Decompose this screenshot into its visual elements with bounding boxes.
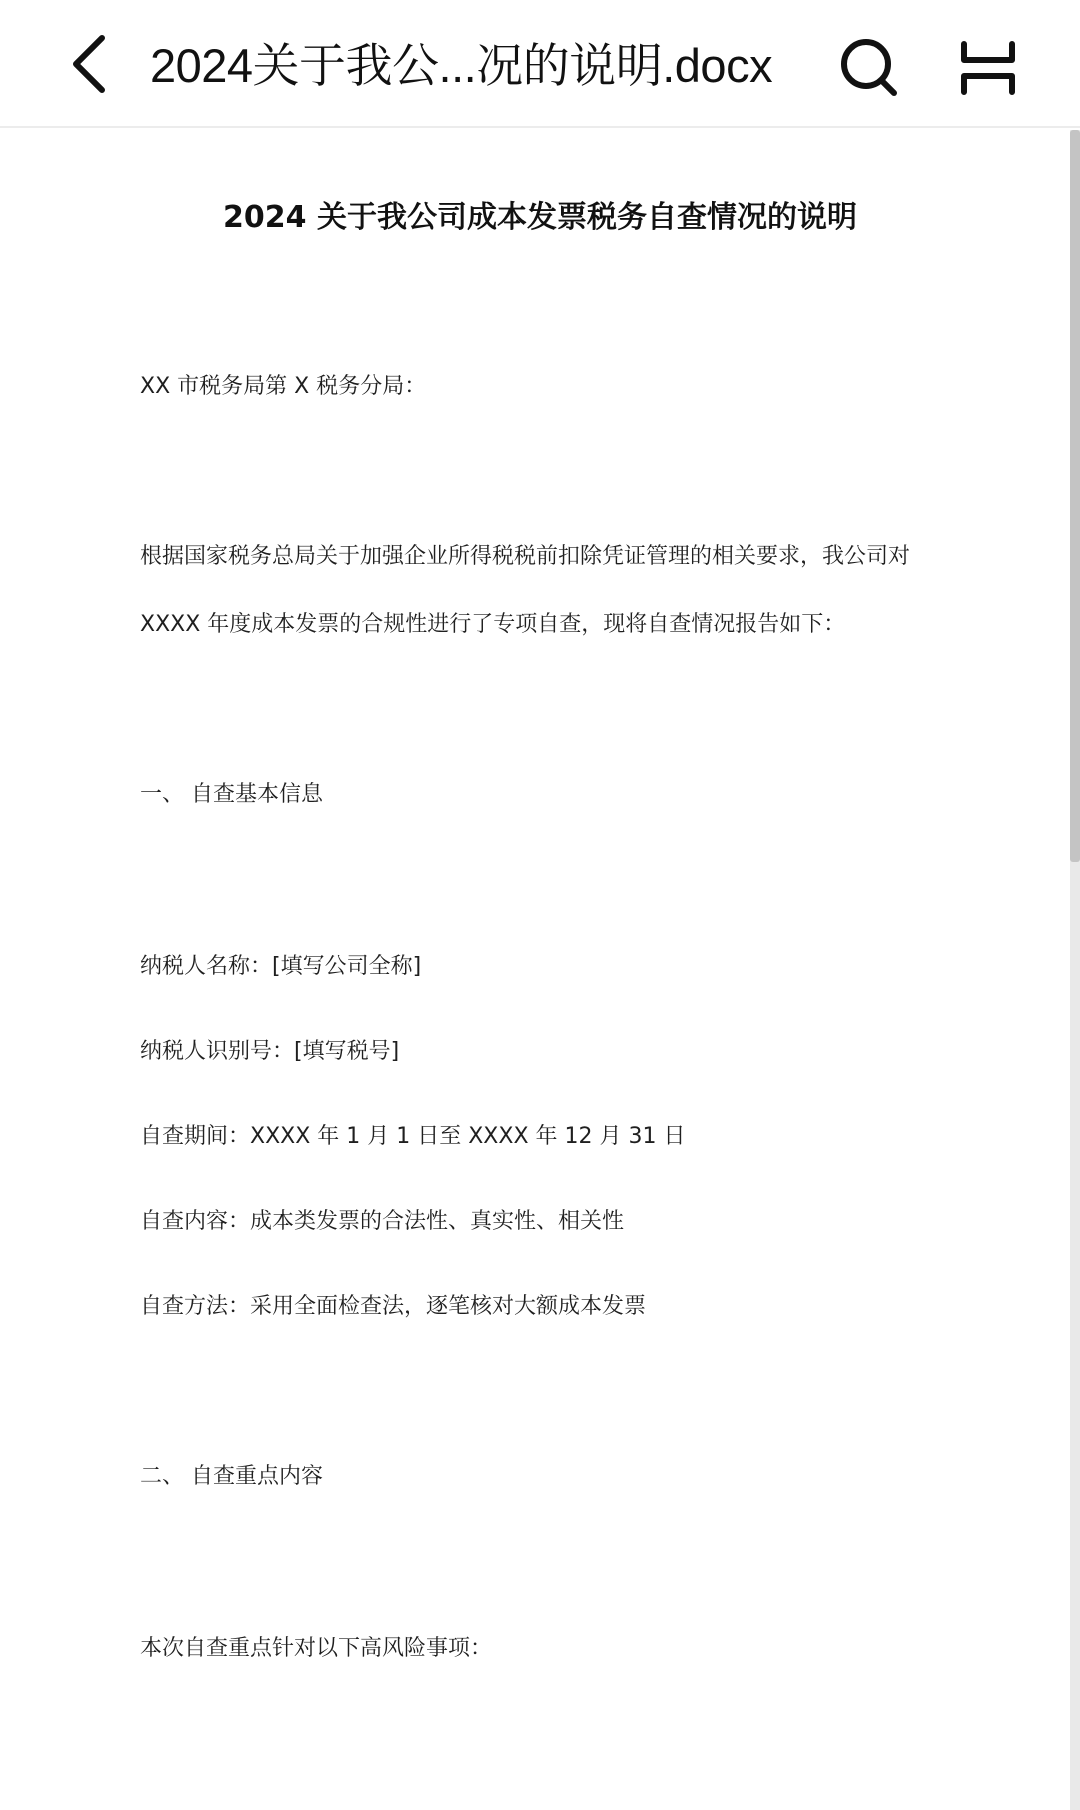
search-button[interactable] (838, 36, 900, 98)
intro-paragraph-line-1: 根据国家税务总局关于加强企业所得税税前扣除凭证管理的相关要求，我公司对 (140, 544, 911, 569)
back-button[interactable] (64, 32, 120, 96)
document-heading: 2024 关于我公司成本发票税务自查情况的说明 (223, 200, 857, 235)
top-app-bar (0, 0, 1080, 128)
taxpayer-name-line: 纳税人名称：[填写公司全称] (140, 954, 422, 979)
menu-button[interactable] (958, 40, 1018, 96)
taxpayer-id-line: 纳税人识别号：[填写税号] (140, 1039, 400, 1064)
self-check-method-line: 自查方法：采用全面检查法，逐笔核对大额成本发票 (140, 1294, 647, 1319)
focus-intro-line: 本次自查重点针对以下高风险事项： (140, 1636, 493, 1661)
search-icon (838, 36, 900, 98)
self-check-content-line: 自查内容：成本类发票的合法性、真实性、相关性 (140, 1209, 625, 1234)
document-title: 2024关于我公...况的说明.docx (150, 39, 773, 92)
intro-paragraph-line-2: XXXX 年度成本发票的合规性进行了专项自查，现将自查情况报告如下： (140, 612, 846, 637)
section-1-heading: 一、 自查基本信息 (140, 782, 323, 807)
chevron-left-icon (64, 32, 120, 96)
section-2-heading: 二、 自查重点内容 (140, 1464, 323, 1489)
addressee-line: XX 市税务局第 X 税务分局： (140, 374, 427, 399)
menu-icon (958, 40, 1018, 96)
self-check-period-line: 自查期间：XXXX 年 1 月 1 日至 XXXX 年 12 月 31 日 (140, 1124, 686, 1149)
